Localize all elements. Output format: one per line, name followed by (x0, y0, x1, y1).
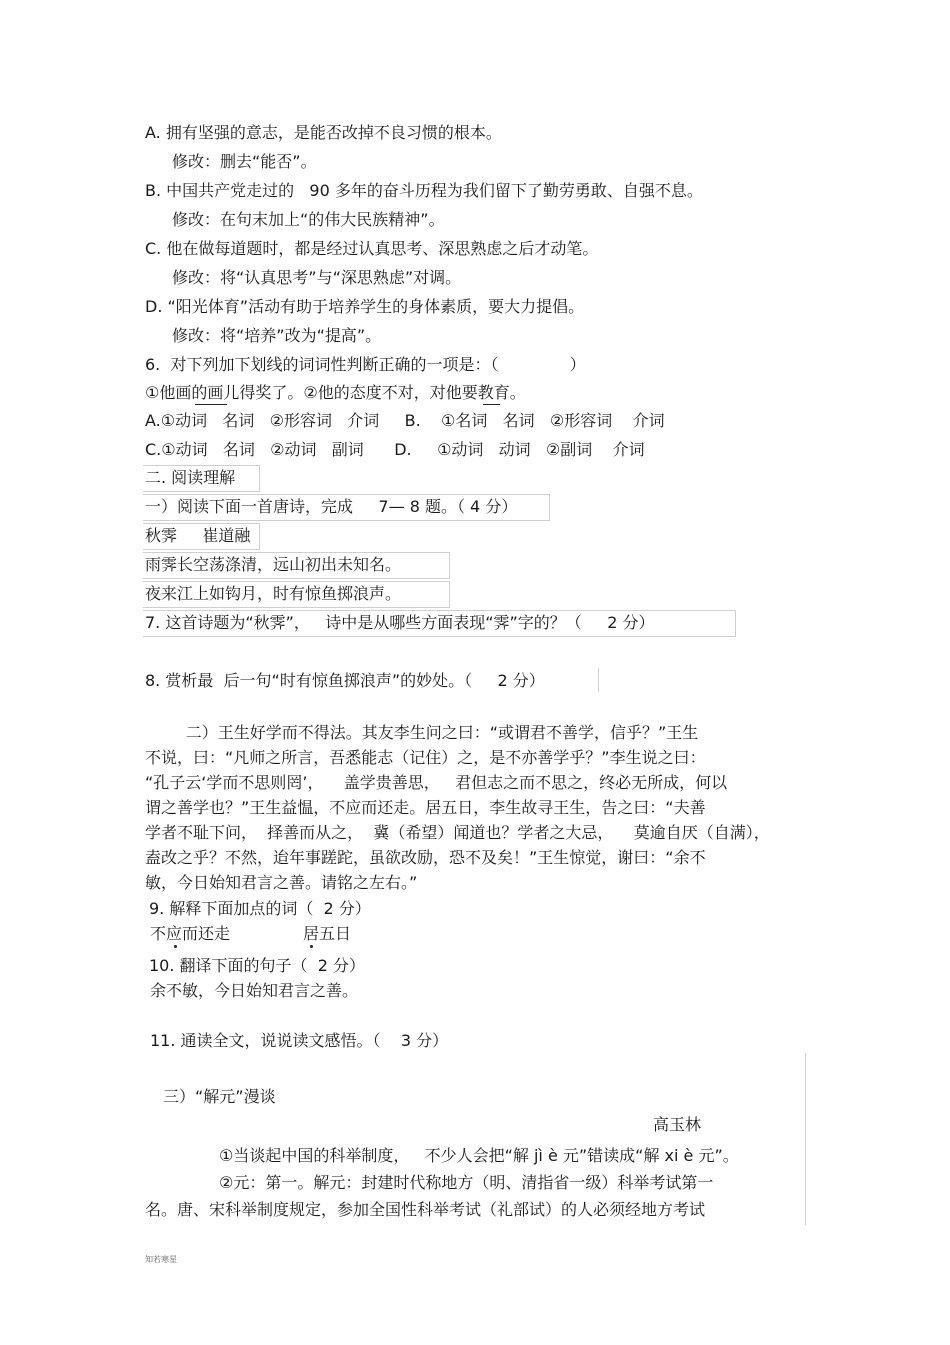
passage-line-5: 学者不耻下问， 择善而从之， 冀（希望）闻道也？学者之大忌， 莫逾自厌（自满）， (145, 823, 770, 842)
emphasis-dot-2 (310, 945, 313, 948)
section3-right-border (805, 1053, 806, 1225)
option-d: D. “阳光体育”活动有助于培养学生的身体素质，要大力提倡。 (145, 297, 585, 316)
passage-line-2: 不说，曰：“凡师之所言，吾悉能志（记住）之，是不亦善学乎？”李生说之曰： (145, 748, 706, 767)
option-d-fix: 修改：将“培养”改为“提高”。 (172, 326, 382, 345)
underline-1 (195, 404, 227, 405)
q8-divider (598, 668, 599, 692)
passage-line-7: 敏，今日始知君言之善。请铭之左右。” (145, 873, 418, 892)
section3-para1: ①当谈起中国的科举制度， 不少人会把“解 jì è 元”错读成“解 xi è 元”。 (219, 1146, 739, 1165)
q8: 8. 赏析最 后一句“时有惊鱼掷浪声”的妙处。（ 2 分） (145, 671, 545, 690)
section3-para2a: ②元：第一。解元：封建时代称地方（明、清指省一级）科举考试第一 (219, 1173, 714, 1192)
q7: 7. 这首诗题为“秋霁”， 诗中是从哪些方面表现“霁”字的？（ 2 分） (145, 613, 655, 632)
poem-line2: 夜来江上如钩月，时有惊鱼掷浪声。 (145, 584, 402, 603)
q10-sentence: 余不敏，今日始知君言之善。 (150, 981, 359, 1000)
section3-author: 高玉林 (653, 1115, 702, 1134)
passage-line-4: 谓之善学也？”王生益愠，不应而还走。居五日，李生故寻王生，告之曰：“夫善 (145, 798, 706, 817)
q9-word-1: 不应而还走 (150, 924, 231, 943)
section3-heading: 三）“解元”漫谈 (163, 1087, 276, 1106)
option-c: C. 他在做每道题时，都是经过认真思考、深思熟虑之后才动笔。 (145, 239, 599, 258)
passage-line-1: 二）王生好学而不得法。其友李生问之曰：“或谓君不善学，信乎？”王生 (145, 723, 699, 742)
q6-sentence: ①他画的画儿得奖了。②他的态度不对，对他要教育。 (145, 383, 526, 402)
passage-line-3: “孔子云‘学而不思则罔’， 盖学贵善思， 君但志之而不思之，终必无所成，何以 (145, 773, 728, 792)
q9-stem: 9. 解释下面加点的词（ 2 分） (149, 899, 371, 918)
underline-2 (483, 404, 500, 405)
q6-options-cd: C.①动词 名词 ②动词 副词 D. ①动词 动词 ②副词 介词 (145, 440, 645, 459)
q6-stem: 6. 对下列加下划线的词词性判断正确的一项是：（ ） (145, 355, 586, 374)
option-a: A. 拥有坚强的意志，是能否改掉不良习惯的根本。 (145, 123, 502, 142)
poem-line1: 雨霁长空荡涤清，远山初出未知名。 (145, 555, 402, 574)
emphasis-dot-1 (174, 945, 177, 948)
footer-note: 知若寒星 (145, 1255, 177, 1264)
q11: 11. 通读全文，说说读文感悟。（ 3 分） (150, 1031, 449, 1050)
section2-part1: 一）阅读下面一首唐诗，完成 7— 8 题。（ 4 分） (145, 497, 518, 516)
passage-line-6: 盍改之乎？不然，迨年事蹉跎，虽欲改励，恐不及矣！”王生惊觉，谢曰：“余不 (145, 848, 706, 867)
option-c-fix: 修改：将“认真思考”与“深思熟虑”对调。 (172, 268, 462, 287)
section2-heading: 二. 阅读理解 (145, 468, 236, 487)
poem-title: 秋霁 崔道融 (145, 526, 251, 545)
option-b-fix: 修改：在句末加上“的伟大民族精神”。 (172, 210, 445, 229)
option-b: B. 中国共产党走过的 90 多年的奋斗历程为我们留下了勤劳勇敢、自强不息。 (145, 181, 703, 200)
option-a-fix: 修改：删去“能否”。 (172, 152, 317, 171)
section3-para2b: 名。唐、宋科举制度规定，参加全国性科举考试（礼部试）的人必须经地方考试 (145, 1200, 706, 1219)
q6-options-ab: A.①动词 名词 ②形容词 介词 B. ①名词 名词 ②形容词 介词 (145, 411, 665, 430)
q10-stem: 10. 翻译下面的句子（ 2 分） (149, 956, 365, 975)
q9-word-2: 居五日 (303, 924, 352, 943)
